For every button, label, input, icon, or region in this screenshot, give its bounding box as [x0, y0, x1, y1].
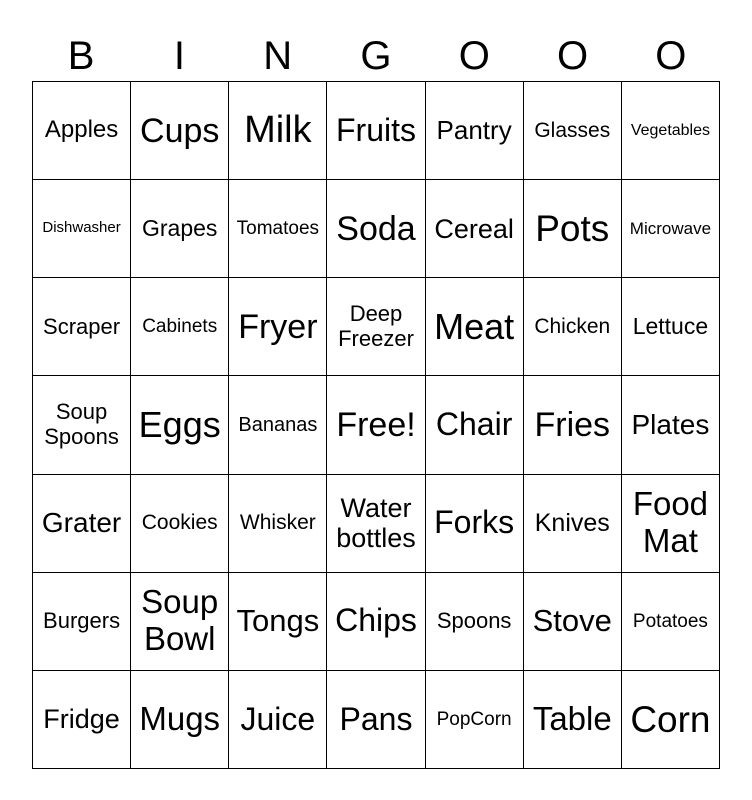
bingo-cell[interactable]: Scraper: [33, 278, 131, 376]
bingo-cell[interactable]: Fries: [524, 376, 622, 474]
bingo-cell[interactable]: Water bottles: [327, 475, 425, 573]
bingo-cell[interactable]: Pans: [327, 671, 425, 769]
bingo-cell[interactable]: Grater: [33, 475, 131, 573]
bingo-cell[interactable]: Forks: [426, 475, 524, 573]
bingo-cell[interactable]: Spoons: [426, 573, 524, 671]
bingo-cell[interactable]: Whisker: [229, 475, 327, 573]
bingo-cell[interactable]: Pantry: [426, 82, 524, 180]
bingo-cell[interactable]: Bananas: [229, 376, 327, 474]
bingo-cell[interactable]: Deep Freezer: [327, 278, 425, 376]
bingo-cell[interactable]: Vegetables: [622, 82, 720, 180]
bingo-cell[interactable]: Potatoes: [622, 573, 720, 671]
bingo-cell[interactable]: Cookies: [131, 475, 229, 573]
bingo-cell[interactable]: Burgers: [33, 573, 131, 671]
header-letter: O: [458, 34, 490, 78]
header-letter: B: [67, 34, 95, 78]
bingo-cell[interactable]: Free!: [327, 376, 425, 474]
header-letter: I: [173, 34, 185, 78]
bingo-cell[interactable]: Eggs: [131, 376, 229, 474]
header-letter: N: [263, 34, 293, 78]
bingo-cell[interactable]: Chair: [426, 376, 524, 474]
bingo-cell[interactable]: Food Mat: [622, 475, 720, 573]
bingo-cell[interactable]: Juice: [229, 671, 327, 769]
bingo-cell[interactable]: Soda: [327, 180, 425, 278]
bingo-cell[interactable]: Cups: [131, 82, 229, 180]
bingo-cell[interactable]: Lettuce: [622, 278, 720, 376]
bingo-cell[interactable]: Pots: [524, 180, 622, 278]
bingo-cell[interactable]: Soup Bowl: [131, 573, 229, 671]
bingo-cell[interactable]: Microwave: [622, 180, 720, 278]
bingo-cell[interactable]: Tongs: [229, 573, 327, 671]
bingo-cell[interactable]: Chicken: [524, 278, 622, 376]
bingo-cell[interactable]: Mugs: [131, 671, 229, 769]
bingo-cell[interactable]: Milk: [229, 82, 327, 180]
bingo-cell[interactable]: PopCorn: [426, 671, 524, 769]
bingo-cell[interactable]: Tomatoes: [229, 180, 327, 278]
bingo-cell[interactable]: Meat: [426, 278, 524, 376]
bingo-cell[interactable]: Fruits: [327, 82, 425, 180]
header-letter: G: [360, 34, 392, 78]
bingo-cell[interactable]: Apples: [33, 82, 131, 180]
header-letter: O: [556, 34, 589, 78]
bingo-cell[interactable]: Stove: [524, 573, 622, 671]
bingo-cell[interactable]: Table: [524, 671, 622, 769]
bingo-cell[interactable]: Cereal: [426, 180, 524, 278]
bingo-cell[interactable]: Cabinets: [131, 278, 229, 376]
bingo-cell[interactable]: Dishwasher: [33, 180, 131, 278]
header-letter: O: [655, 34, 687, 78]
bingo-cell[interactable]: Soup Spoons: [33, 376, 131, 474]
bingo-cell[interactable]: Knives: [524, 475, 622, 573]
bingo-cell[interactable]: Plates: [622, 376, 720, 474]
bingo-cell[interactable]: Chips: [327, 573, 425, 671]
bingo-cell[interactable]: Glasses: [524, 82, 622, 180]
bingo-cell[interactable]: Fridge: [33, 671, 131, 769]
bingo-board: [32, 81, 720, 769]
bingo-header: [32, 30, 720, 82]
bingo-cell[interactable]: Grapes: [131, 180, 229, 278]
bingo-cell[interactable]: Corn: [622, 671, 720, 769]
bingo-cell[interactable]: Fryer: [229, 278, 327, 376]
